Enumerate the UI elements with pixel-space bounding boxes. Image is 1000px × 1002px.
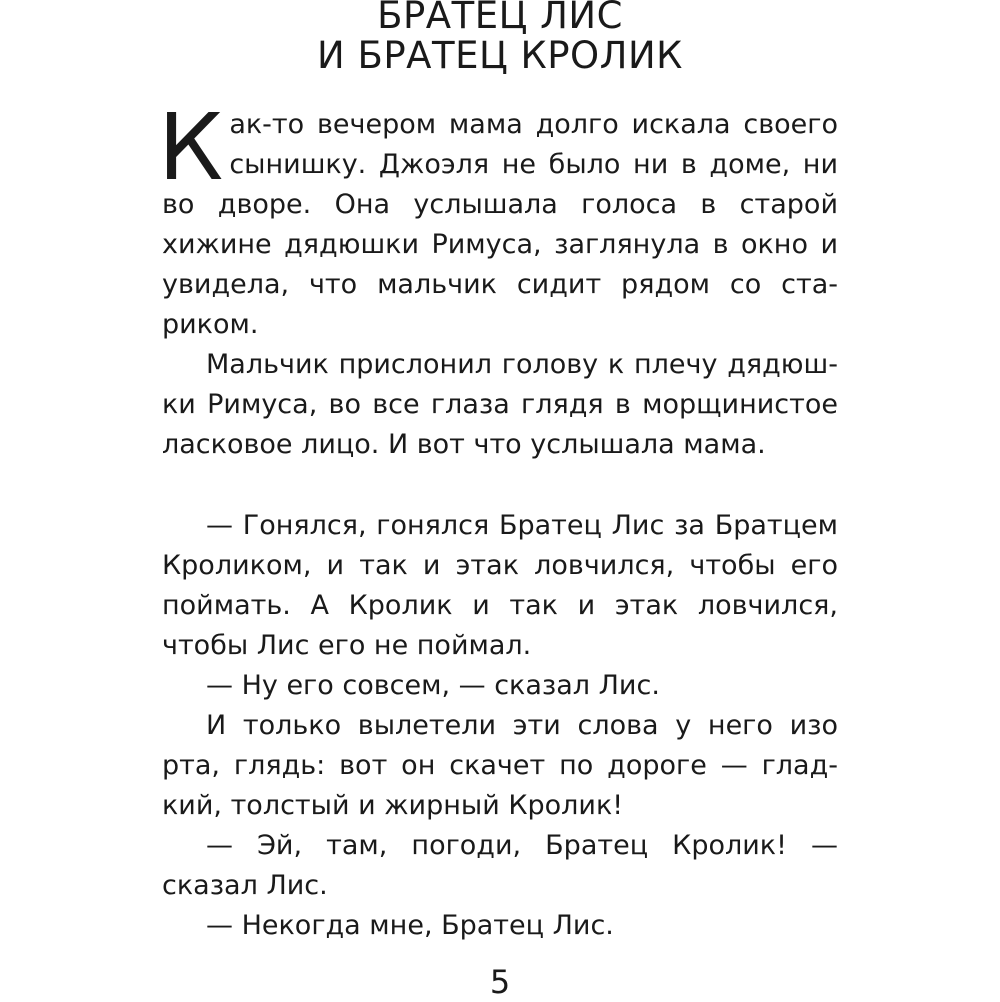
chapter-title-line-2: И БРАТЕЦ КРОЛИК: [317, 34, 683, 77]
story-paragraph-1: — Гонялся, гонялся Братец Лис за Братцем Кроликом, и так и этак ловчился, чтобы его поймать. А Кролик и так и этак ловчился, чтобы Лис его не поймал.: [162, 510, 838, 661]
intro-text: [158, 94, 838, 465]
intro-paragraph-1: [158, 94, 838, 345]
intro-paragraph-1-text: ак-то вечером мама долго искала своего сынишку. Джоэля не было ни в доме, ни во дворе. Она услышала голоса в старой хижине дядюшки Римуса, заглянула в окно и увидела, что мальчик сидит рядом со стариком.: [162, 109, 838, 340]
story-paragraph-5: — Некогда мне, Братец Лис.: [206, 910, 614, 941]
story-paragraph-3: И только вылетели эти слова у него изо рта, глядь: вот он скачет по дороге — гладкий, толстый и жирный Кролик!: [162, 710, 838, 821]
intro-paragraph-2: Мальчик прислонил голову к плечу дядюшки Римуса, во все глаза глядя в морщинистое ласковое лицо. И вот что услышала мама.: [162, 349, 838, 460]
chapter-title-line-1: БРАТЕЦ ЛИС: [377, 0, 623, 37]
story-paragraph-4: — Эй, там, погоди, Братец Кролик! — сказал Лис.: [162, 830, 838, 901]
page-number: 5: [489, 963, 511, 1001]
drop-cap: К: [158, 94, 224, 201]
story-text: [162, 506, 838, 946]
story-paragraph-2: — Ну его совсем, — сказал Лис.: [206, 670, 660, 701]
